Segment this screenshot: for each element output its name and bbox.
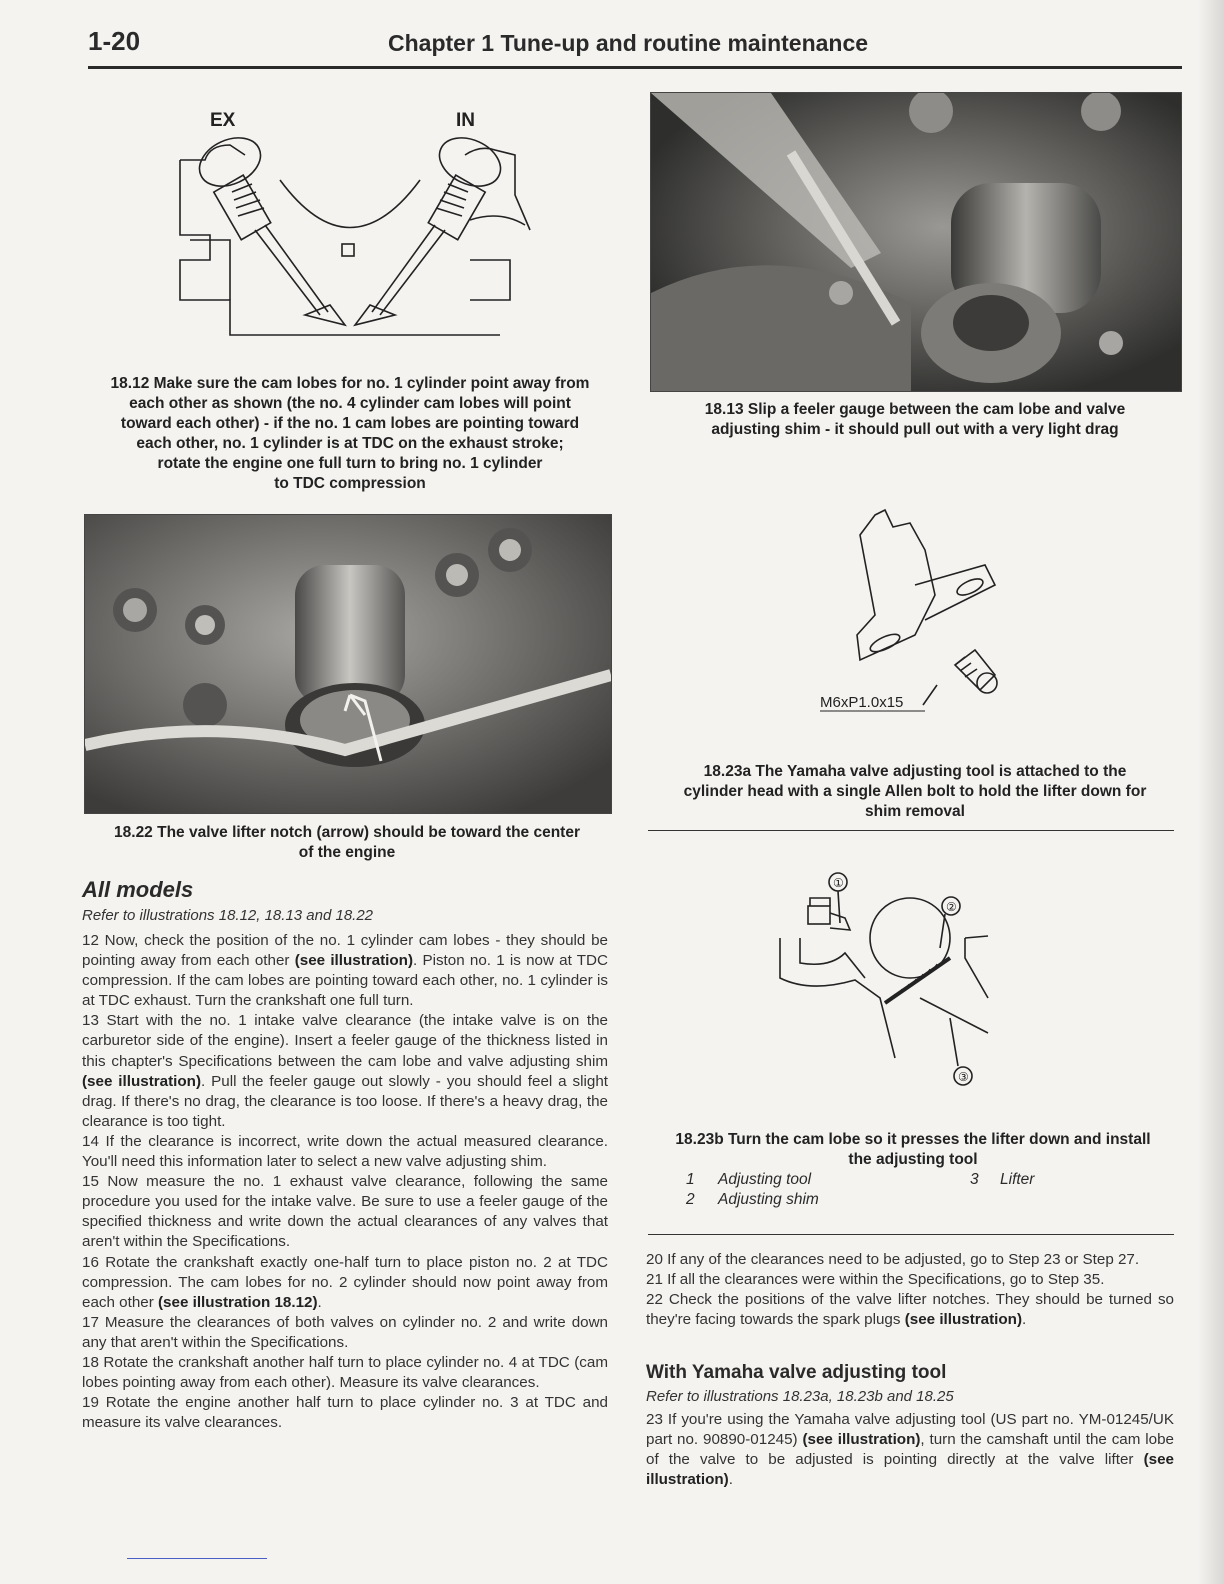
caption-line: 18.12 Make sure the cam lobes for no. 1 cylinder point away from bbox=[110, 375, 590, 392]
cam-lobe-lifter-illustration bbox=[770, 868, 1000, 1088]
figure-18-22-photo bbox=[84, 514, 612, 814]
callout-1: ① bbox=[833, 876, 844, 890]
legend-text: Adjusting shim bbox=[718, 1191, 819, 1208]
step-18: 18 Rotate the crankshaft another half turn to place cylinder no. 4 at TDC (cam lobes pointing away from each other). Measure its valve clearances. bbox=[82, 1353, 608, 1392]
valve-lifter-photo bbox=[85, 515, 611, 813]
legend-num: 2 bbox=[686, 1191, 695, 1208]
figure-18-23b-drawing bbox=[770, 868, 1000, 1088]
step-23: 23 If you're using the Yamaha valve adjusting tool (US part no. YM-01245/UK part no. 90890-01245) (see illustration), turn the camshaft until the cam lobe of the valve to be adjusted is pointing directly at the valve lifter (see illustration). bbox=[646, 1411, 1174, 1489]
caption-18-23a bbox=[650, 762, 1180, 822]
figure-18-12-cylinder-head-drawing bbox=[170, 100, 540, 350]
step-12: 12 Now, check the position of the no. 1 cylinder cam lobes - they should be pointing away from each other (see illustration). Piston no. 1 is now at TDC compression. If the cam lobes are pointing toward each other, no. 1 cylinder is at TDC exhaust. Turn the crankshaft one full turn. bbox=[82, 932, 608, 1010]
step-14: 14 If the clearance is incorrect, write down the actual measured clearance. You'll need this information later to select a new valve adjusting shim. bbox=[82, 1132, 608, 1171]
callout-2: ② bbox=[946, 900, 957, 914]
cylinder-head-illustration bbox=[170, 100, 540, 350]
caption-line: rotate the engine one full turn to bring no. 1 cylinder bbox=[157, 455, 543, 472]
caption-line: to TDC compression bbox=[274, 475, 426, 492]
callout-3: ③ bbox=[958, 1070, 969, 1084]
step-15: 15 Now measure the no. 1 exhaust valve clearance, following the same procedure you used for the intake valve. Be sure to use a feeler gauge of the specified thickness and write down the actual clearances of any valves that aren't within the Specifications. bbox=[82, 1173, 608, 1251]
step-16: 16 Rotate the crankshaft exactly one-half turn to place piston no. 2 at TDC compression. The cam lobes for no. 2 cylinder should now point away from each other (see illustration 18.12). bbox=[82, 1253, 608, 1311]
step-19: 19 Rotate the engine another half turn to place cylinder no. 3 at TDC and measure its valve clearances. bbox=[82, 1394, 608, 1432]
label-ex: EX bbox=[210, 110, 236, 131]
yamaha-tool-illustration bbox=[815, 505, 1015, 715]
caption-line: each other as shown (the no. 4 cylinder cam lobes will point bbox=[129, 395, 571, 412]
caption-line: 18.22 The valve lifter notch (arrow) should be toward the center bbox=[114, 824, 580, 841]
refer-all-models: Refer to illustrations 18.12, 18.13 and 18.22 bbox=[82, 907, 374, 924]
step-20: 20 If any of the clearances need to be adjusted, go to Step 23 or Step 27. bbox=[646, 1251, 1140, 1268]
caption-18-23b bbox=[648, 1130, 1178, 1170]
step-13: 13 Start with the no. 1 intake valve clearance (the intake valve is on the carburetor side of the engine). Insert a feeler gauge of the thickness listed in this chapter's Specifications between the cam lobe and valve adjusting shim (see illustration). Pull the feeler gauge out slowly - you should feel a slight drag. If there's no drag, the clearance is too loose. If there's a heavy drag, the clearance is too tight. bbox=[82, 1012, 608, 1130]
feeler-gauge-photo bbox=[651, 93, 1181, 391]
legend-num: 1 bbox=[686, 1171, 695, 1188]
header-rule bbox=[88, 66, 1182, 69]
step-23-block bbox=[646, 1410, 1174, 1490]
footer-line bbox=[127, 1558, 267, 1559]
figure-18-23a-tool-drawing bbox=[815, 505, 1015, 715]
heading-yamaha-tool: With Yamaha valve adjusting tool bbox=[646, 1362, 947, 1383]
legend-num: 3 bbox=[970, 1171, 979, 1188]
step-21: 21 If all the clearances were within the Specifications, go to Step 35. bbox=[646, 1271, 1105, 1289]
caption-line: the adjusting tool bbox=[848, 1151, 978, 1168]
page-edge-shadow bbox=[1198, 0, 1224, 1584]
legend-text: Adjusting tool bbox=[718, 1171, 812, 1188]
divider-18-23b bbox=[648, 1234, 1174, 1235]
divider-18-23a bbox=[648, 830, 1174, 831]
caption-line: adjusting shim - it should pull out with a very light drag bbox=[711, 421, 1119, 438]
label-in: IN bbox=[456, 110, 475, 131]
caption-line: 18.13 Slip a feeler gauge between the cam lobe and valve bbox=[704, 401, 1126, 418]
caption-18-12 bbox=[84, 374, 616, 494]
right-column-steps bbox=[646, 1250, 1174, 1330]
chapter-title: Chapter 1 Tune-up and routine maintenance bbox=[388, 30, 869, 56]
left-column-steps bbox=[82, 931, 608, 1433]
step-17: 17 Measure the clearances of both valves on cylinder no. 2 and write down any that aren't within the Specifications. bbox=[82, 1313, 608, 1351]
caption-line: 18.23a The Yamaha valve adjusting tool is attached to the bbox=[703, 763, 1127, 780]
caption-line: shim removal bbox=[865, 803, 965, 820]
caption-18-13 bbox=[650, 400, 1180, 440]
figure-18-13-photo bbox=[650, 92, 1182, 392]
caption-line: toward each other) - if the no. 1 cam lobes are pointing toward bbox=[120, 415, 580, 432]
refer-yamaha-tool: Refer to illustrations 18.23a, 18.23b and 18.25 bbox=[646, 1388, 954, 1405]
caption-line: cylinder head with a single Allen bolt to hold the lifter down for bbox=[683, 783, 1147, 800]
page-number: 1-20 bbox=[88, 26, 141, 56]
bolt-label: M6xP1.0x15 bbox=[820, 694, 904, 711]
legend-18-23b bbox=[686, 1170, 1086, 1214]
caption-18-22 bbox=[84, 823, 610, 863]
caption-line: each other, no. 1 cylinder is at TDC on the exhaust stroke; bbox=[136, 435, 564, 452]
caption-line: of the engine bbox=[298, 844, 396, 861]
heading-all-models: All models bbox=[82, 877, 194, 902]
legend-text: Lifter bbox=[1000, 1171, 1035, 1188]
caption-line: 18.23b Turn the cam lobe so it presses the lifter down and install bbox=[675, 1131, 1151, 1148]
step-22: 22 Check the positions of the valve lifter notches. They should be turned so they're facing towards the spark plugs (see illustration). bbox=[646, 1291, 1174, 1329]
